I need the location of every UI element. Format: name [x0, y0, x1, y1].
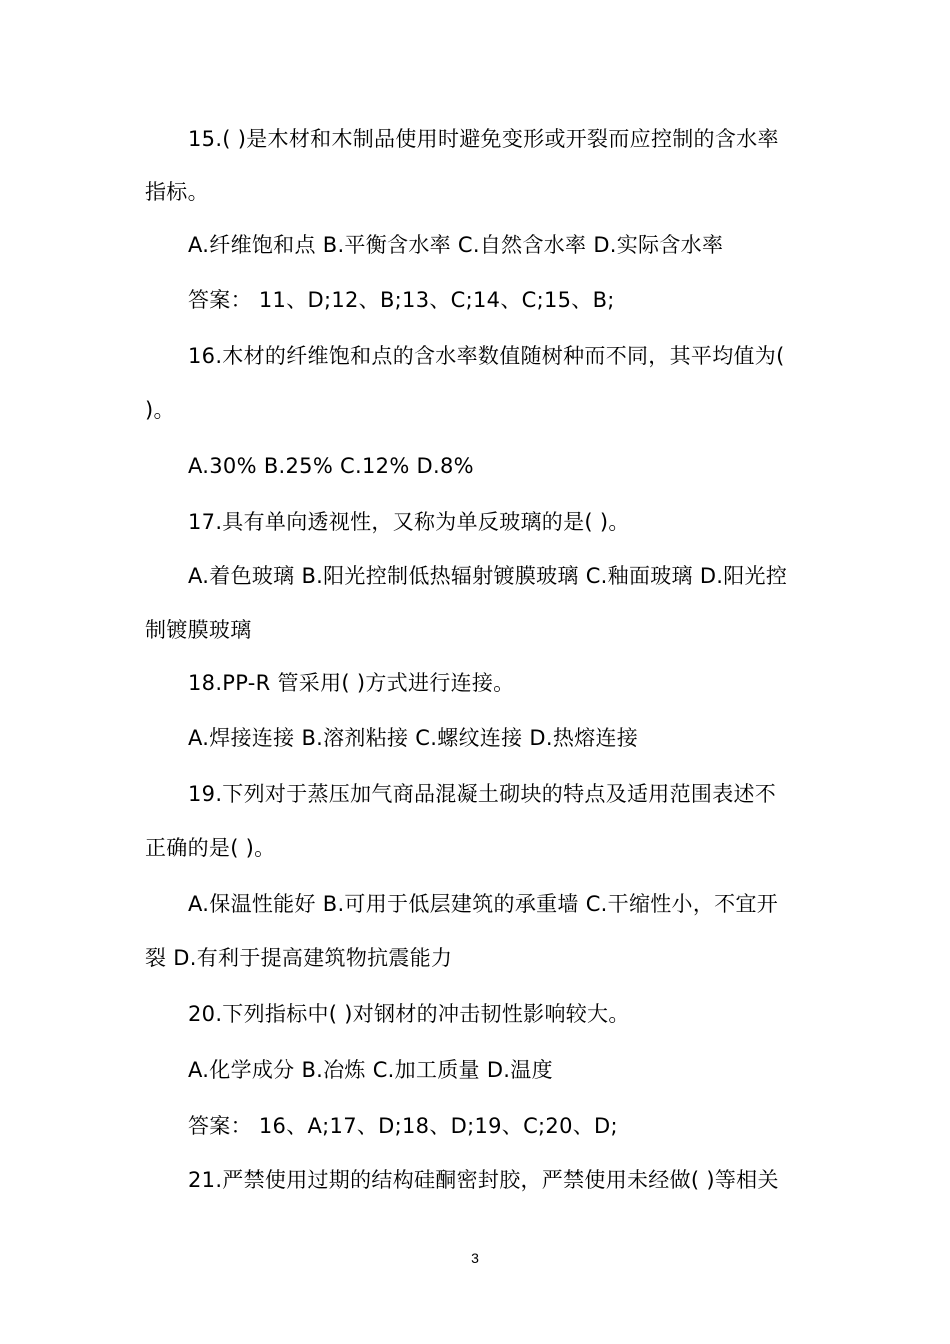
- question-16-stem: 16.木材的纤维饱和点的含水率数值随树种而不同，其平均值为(: [188, 344, 785, 368]
- question-21-stem: 21.严禁使用过期的结构硅酮密封胶，严禁使用未经做( )等相关: [188, 1168, 779, 1192]
- question-15-options: A.纤维饱和点 B.平衡含水率 C.自然含水率 D.实际含水率: [188, 233, 724, 257]
- question-18-options: A.焊接连接 B.溶剂粘接 C.螺纹连接 D.热熔连接: [188, 726, 639, 750]
- page-number: 3: [471, 1250, 479, 1266]
- question-19-stem: 19.下列对于蒸压加气商品混凝土砌块的特点及适用范围表述不: [188, 782, 777, 806]
- answers-16-20: 答案： 16、A;17、D;18、D;19、C;20、D;: [188, 1114, 618, 1138]
- question-16-stem-cont: )。: [145, 398, 175, 422]
- question-17-options-cont: 制镀膜玻璃: [145, 618, 252, 642]
- question-16-options: A.30% B.25% C.12% D.8%: [188, 454, 474, 478]
- question-20-options: A.化学成分 B.冶炼 C.加工质量 D.温度: [188, 1058, 553, 1082]
- question-17-options: A.着色玻璃 B.阳光控制低热辐射镀膜玻璃 C.釉面玻璃 D.阳光控: [188, 564, 788, 588]
- question-15-stem: 15.( )是木材和木制品使用时避免变形或开裂而应控制的含水率: [188, 127, 779, 151]
- question-18-stem: 18.PP-R 管采用( )方式进行连接。: [188, 671, 515, 695]
- question-15-stem-cont: 指标。: [145, 180, 209, 204]
- question-17-stem: 17.具有单向透视性，又称为单反玻璃的是( )。: [188, 510, 630, 534]
- question-20-stem: 20.下列指标中( )对钢材的冲击韧性影响较大。: [188, 1002, 630, 1026]
- question-19-stem-cont: 正确的是( )。: [145, 836, 276, 860]
- question-19-options: A.保温性能好 B.可用于低层建筑的承重墙 C.干缩性小，不宜开: [188, 892, 779, 916]
- answers-11-15: 答案： 11、D;12、B;13、C;14、C;15、B;: [188, 288, 615, 312]
- question-19-options-cont: 裂 D.有利于提高建筑物抗震能力: [145, 946, 453, 970]
